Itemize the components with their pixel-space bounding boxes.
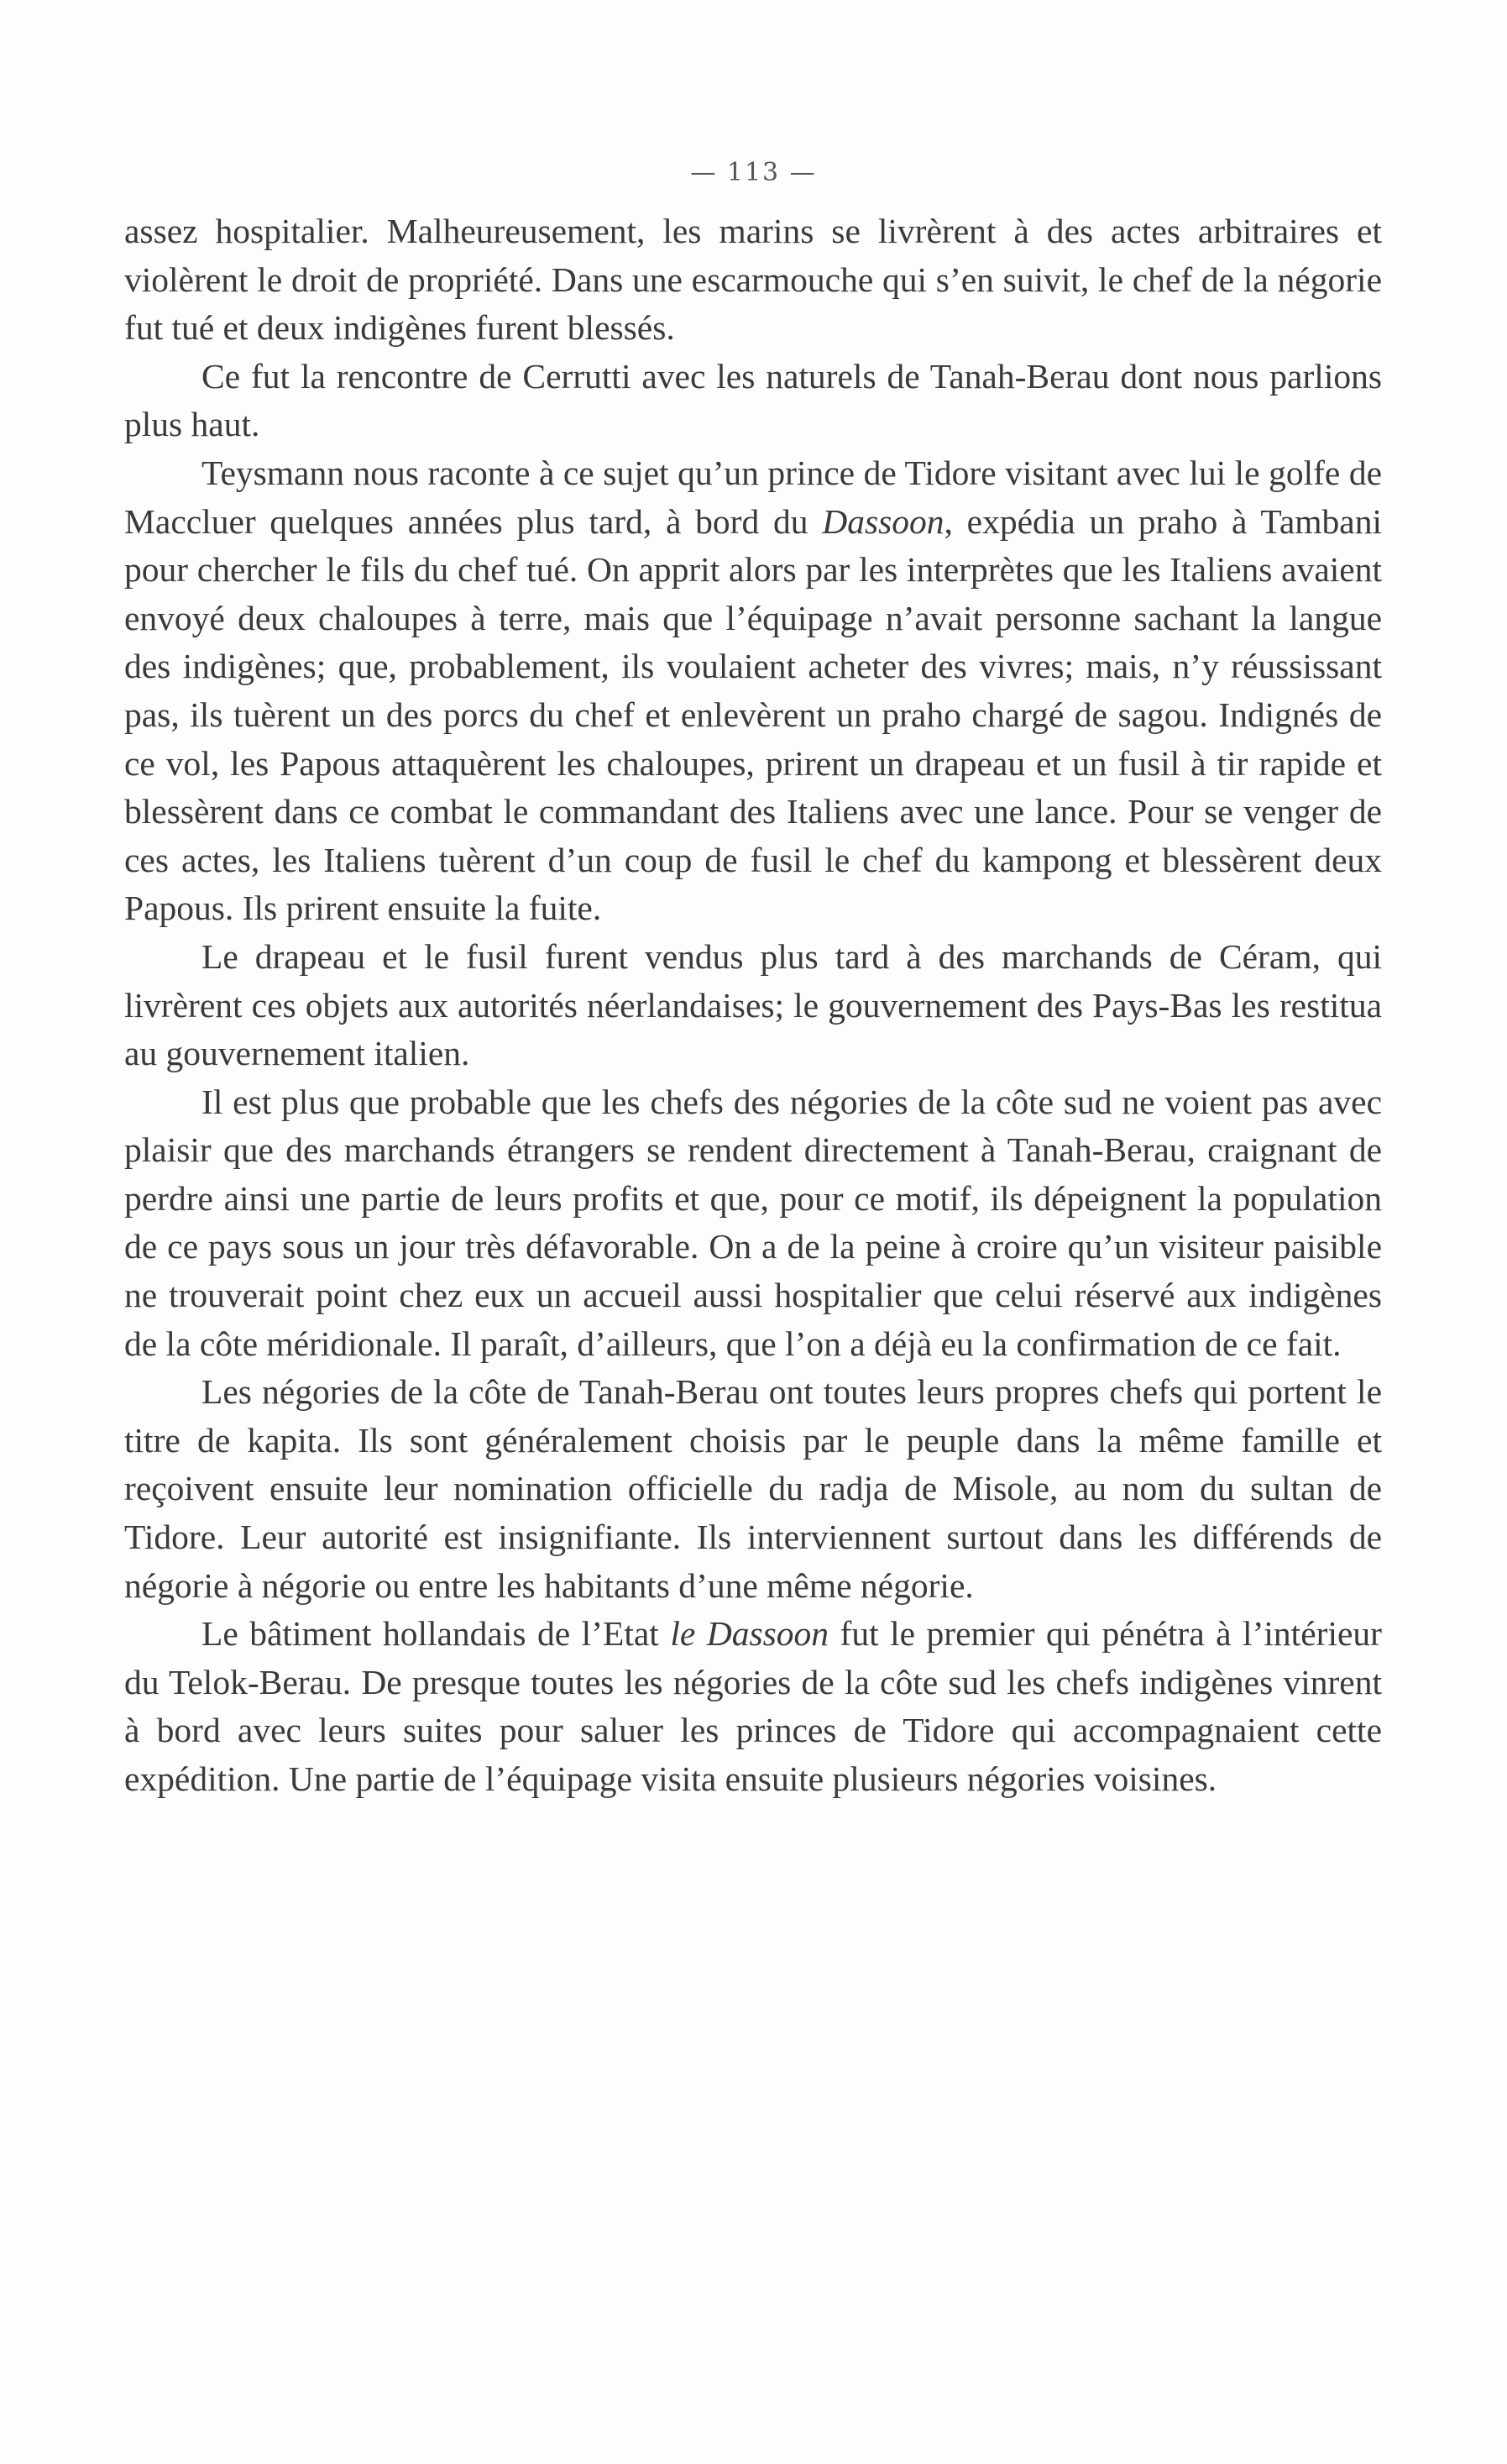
text-run: , expédia un praho à Tambani pour chercher le fils du chef tué. On apprit alors par les interprètes que les Italiens avaient envoyé deux chaloupes à terre, mais que l’équipage n’avait personne sachant la langue des indigènes; que, probablement, ils voulaient acheter des vivres; mais, n’y réussissant pas, ils tuèrent un des porcs du chef et enlevèrent un praho chargé de sagou. Indignés de ce vol, les Papous attaquèrent les chaloupes, prirent un drapeau et un fusil à tir rapide et blessèrent dans ce combat le commandant des Italiens avec une lance. Pour se venger de ces actes, les Italiens tuèrent d’un coup de fusil le chef du kampong et blessèrent deux Papous. Ils prirent ensuite la fuite. [124, 501, 1382, 928]
paragraph [124, 1368, 1382, 1610]
paragraph [124, 1610, 1382, 1803]
page-number: — 113 — [690, 158, 817, 187]
paragraph [124, 449, 1382, 933]
text-run: assez hospitalier. Malheureusement, les marins se livrèrent à des actes arbitraires et violèrent le droit de propriété. Dans une escarmouche qui s’en suivit, le chef de la négorie fut tué et deux indigènes furent blessés. [124, 212, 1382, 348]
text-run: Le bâtiment hollandais de l’Etat [201, 1614, 671, 1654]
italic-text: le Dassoon [670, 1614, 829, 1654]
paragraph [124, 207, 1382, 353]
text-run: Le drapeau et le fusil furent vendus plus tard à des marchands de Céram, qui livrèrent ces objets aux autorités néerlandaises; le gouvernement des Pays-Bas les restitua au gouvernement italien. [124, 936, 1382, 1073]
text-run: Les négories de la côte de Tanah-Berau ont toutes leurs propres chefs qui portent le titre de kapita. Ils sont généralement choisis par le peuple dans la même famille et reçoivent ensuite leur nomination officielle du radja de Misole, au nom du sultan de Tidore. Leur autorité est insignifiante. Ils interviennent surtout dans les différends de négorie à négorie ou entre les habitants d’une même négorie. [124, 1372, 1382, 1605]
text-run: Teysmann nous raconte à ce sujet qu’un prince de Tidore visitant avec lui le golfe de Maccluer quelques années plus tard, à bord du [124, 453, 1382, 541]
italic-text: Dassoon [822, 501, 944, 541]
text-run: Il est plus que probable que les chefs des négories de la côte sud ne voient pas avec plaisir que des marchands étrangers se rendent directement à Tanah-Berau, craignant de perdre ainsi une partie de leurs profits et que, pour ce motif, ils dépeignent la population de ce pays sous un jour très défavorable. On a de la peine à croire qu’un visiteur paisible ne trouverait point chez eux un accueil aussi hospitalier que celui réservé aux indigènes de la côte méridionale. Il paraît, d’ailleurs, que l’on a déjà eu la confirmation de ce fait. [124, 1082, 1382, 1363]
paragraph [124, 353, 1382, 449]
body-text [124, 207, 1382, 1804]
text-run: Ce fut la rencontre de Cerrutti avec les naturels de Tanah-Berau dont nous parlions plus haut. [124, 356, 1382, 444]
text-run: fut le premier qui pénétra à l’intérieur du Telok-Berau. De presque toutes les négories de la côte sud les chefs indigènes vinrent à bord avec leurs suites pour saluer les princes de Tidore qui accompagnaient cette expédition. Une partie de l’équipage visita ensuite plusieurs négories voisines. [124, 1614, 1382, 1798]
paragraph [124, 1078, 1382, 1369]
paragraph [124, 933, 1382, 1078]
